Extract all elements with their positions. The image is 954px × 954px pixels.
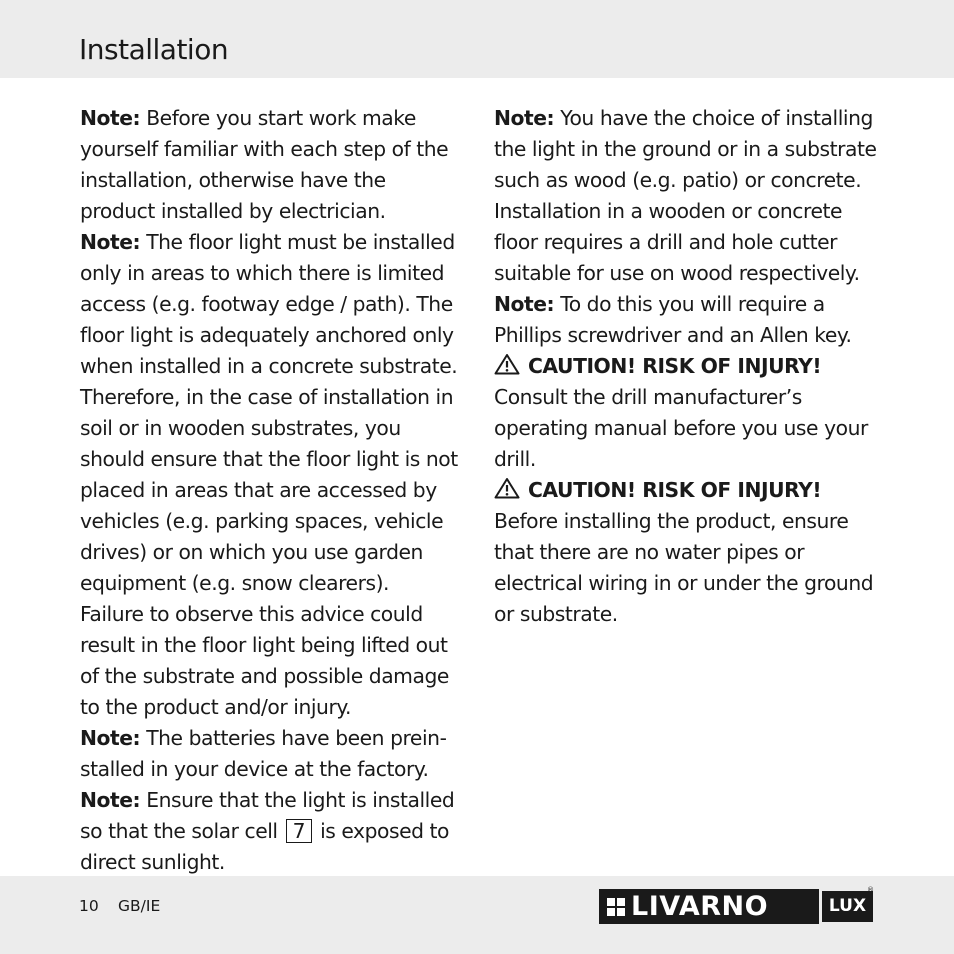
- part-reference-number: 7: [286, 819, 312, 843]
- warning-triangle-icon: [494, 477, 520, 499]
- note-paragraph: [80, 227, 458, 723]
- caution-heading: [494, 351, 878, 382]
- note-label: Note:: [80, 106, 141, 130]
- note-text: is exposed to direct sunlight.: [80, 819, 450, 874]
- note-paragraph: [494, 103, 878, 289]
- logo-main-block: [599, 889, 819, 924]
- note-text: Before you start work make yourself familiar with each step of the installation, otherwise have the product installed by electrician.: [80, 106, 449, 223]
- caution-text: Before installing the product, ensure that there are no water pipes or electrical wiring in or under the ground or substrate.: [494, 509, 874, 626]
- note-text: Ensure that the light is installed so that the solar cell: [80, 788, 455, 843]
- note-label: Note:: [80, 230, 141, 254]
- note-paragraph: [494, 289, 878, 351]
- livarno-lux-logo: [599, 886, 876, 924]
- note-paragraph: [80, 723, 458, 785]
- left-column: [80, 103, 458, 878]
- note-paragraph: [80, 103, 458, 227]
- note-text: The batteries have been preinstalled in your device at the factory.: [80, 726, 447, 781]
- note-label: Note:: [494, 106, 555, 130]
- note-text: To do this you will require a Phillips screwdriver and an Allen key.: [494, 292, 852, 347]
- caution-heading-text: CAUTION! RISK OF INJURY!: [528, 354, 822, 378]
- note-paragraph: [80, 785, 458, 878]
- warning-triangle-icon: [494, 353, 520, 375]
- note-text: You have the choice of installing the light in the ground or in a substrate such as wood (e.g. patio) or concrete. Installation in a wooden or concrete floor requires a drill and hole cutter suitable for use on wood respectively.: [494, 106, 877, 285]
- logo-brand-text: LIVARNO: [631, 891, 769, 922]
- right-column: [494, 103, 878, 630]
- note-text: The floor light must be installed only in areas to which there is limited access (e.g. footway edge / path). The floor light is adequately anchored only when installed in a concrete substrate. Therefore, in the case of installation in soil or in wooden substrates, you should ensure that the floor light is not placed in areas that are accessed by vehicles (e.g. parking spaces, vehicle drives) or on which you use garden equipment (e.g. snow clearers). Failure to observe this advice could result in the floor light being lifted out of the substrate and possible damage to the product and/or injury.: [80, 230, 458, 719]
- caution-heading: [494, 475, 878, 506]
- caution-heading-text: CAUTION! RISK OF INJURY!: [528, 478, 822, 502]
- logo-registered-mark: ®: [867, 886, 874, 894]
- page-number: 10: [79, 897, 99, 915]
- page-title: Installation: [79, 33, 229, 66]
- note-label: Note:: [494, 292, 555, 316]
- logo-squares-icon: [607, 898, 625, 916]
- logo-suffix: LUX: [822, 891, 873, 922]
- note-label: Note:: [80, 788, 141, 812]
- note-label: Note:: [80, 726, 141, 750]
- caution-text: Consult the drill manufacturer’s operating manual before you use your drill.: [494, 385, 868, 471]
- locale-label: GB/IE: [118, 897, 161, 915]
